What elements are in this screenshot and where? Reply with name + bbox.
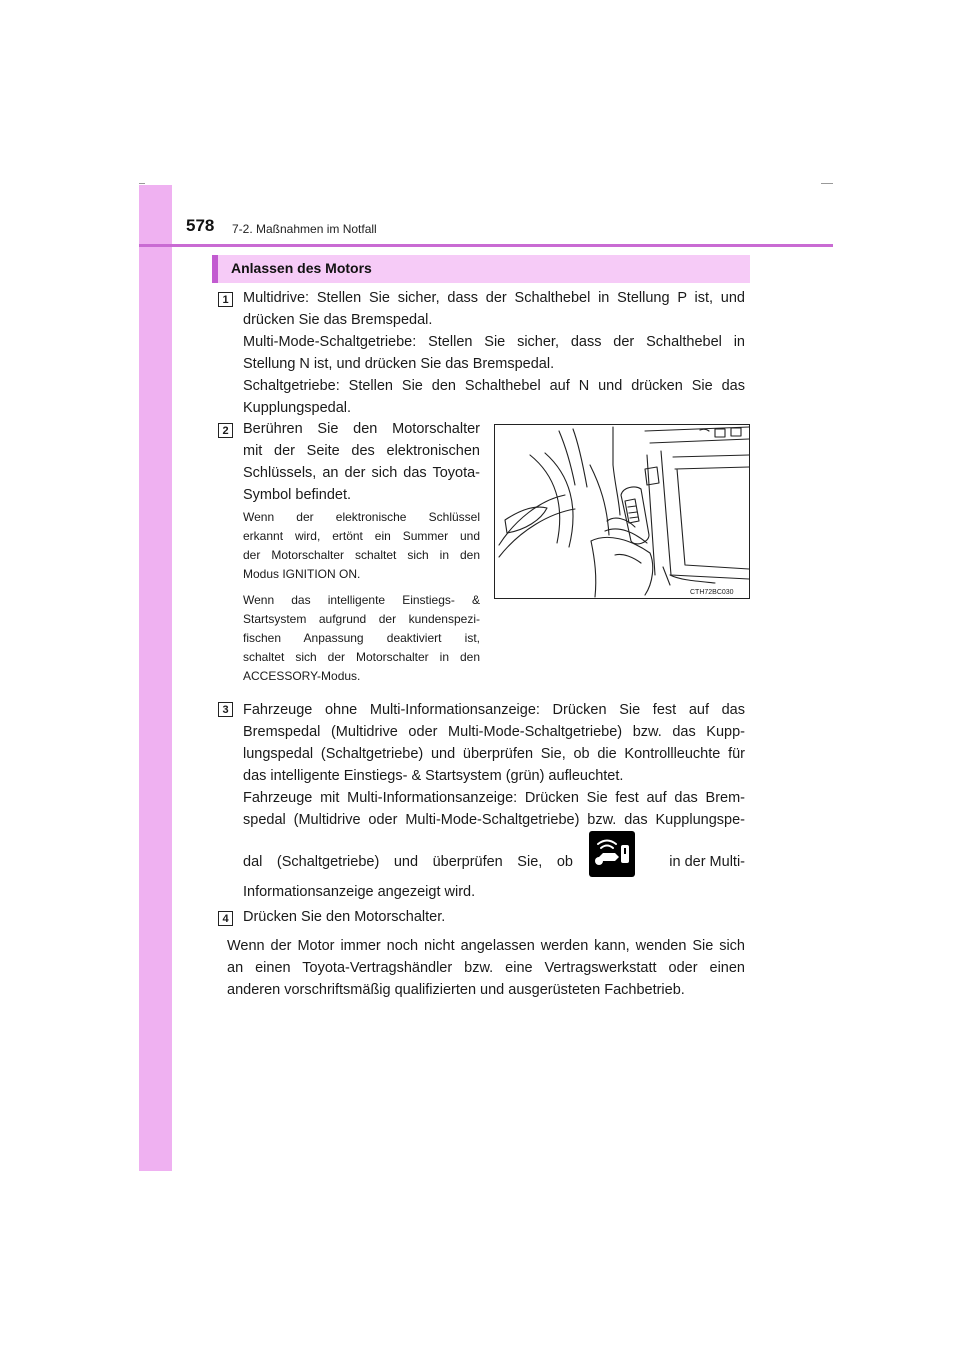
step-3-text	[243, 699, 745, 831]
step-badge-3: 3	[218, 702, 233, 717]
step-4-line: Drücken Sie den Motorschalter.	[243, 909, 446, 925]
closing-line: anderen vorschriftsmäßig qualifizierten und ausgerüsteten Fachbetrieb.	[227, 982, 685, 998]
note-line: der Motorschalter schaltet sich in den	[243, 548, 480, 562]
step-3-line: spedal (Multidrive oder Multi-Mode-Schaltgetriebe) bzw. das Kupplungspe-	[243, 812, 745, 828]
header-rule	[139, 244, 833, 247]
step-3-last-line	[243, 881, 745, 903]
step-3-line: Informationsanzeige angezeigt wird.	[243, 884, 476, 900]
note-line: ACCESSORY-Modus.	[243, 669, 361, 683]
section-title: Anlassen des Motors	[231, 260, 372, 276]
step-3-line: Fahrzeuge ohne Multi-Informationsanzeige: Drücken Sie fest auf das	[243, 702, 745, 718]
step-1-line: drücken Sie das Bremspedal.	[243, 312, 433, 328]
step-2-line: Schlüssels, an der sich das Toyota-	[243, 465, 480, 481]
chapter-title: 7-2. Maßnahmen im Notfall	[232, 222, 377, 236]
note-line: Startsystem aufgrund der kundenspezi-	[243, 612, 480, 626]
step-1-line: Stellung N ist, und drücken Sie das Bremspedal.	[243, 356, 555, 372]
step-1-line: Kupplungspedal.	[243, 400, 352, 416]
note-line: schaltet sich der Motorschalter in den	[243, 650, 480, 664]
key-battery-indicator-icon	[589, 831, 635, 877]
step-2-note-1	[243, 508, 480, 584]
note-line: Modus IGNITION ON.	[243, 567, 361, 581]
closing-line: an einen Toyota-Vertragshändler bzw. eine Vertragswerkstatt oder einen	[227, 960, 745, 976]
closing-paragraph	[227, 935, 745, 1001]
step-3-line: dal (Schaltgetriebe) und überprüfen Sie, ob	[243, 854, 573, 870]
crop-mark-right	[821, 183, 833, 184]
page-number: 578	[186, 216, 215, 235]
step-2-note-2	[243, 591, 480, 686]
note-line: erkannt wird, ertönt ein Summer und	[243, 529, 480, 543]
illustration-svg	[495, 425, 749, 598]
step-2-line: Symbol befindet.	[243, 487, 352, 503]
section-header	[212, 255, 750, 283]
step-3-line: Bremspedal (Multidrive oder Multi-Mode-Schaltgetriebe) bzw. das Kupp-	[243, 724, 745, 740]
step-1-line: Schaltgetriebe: Stellen Sie den Schalthebel auf N und drücken Sie das	[243, 378, 745, 394]
note-line: fischen Anpassung deaktiviert ist,	[243, 631, 480, 645]
step-badge-2: 2	[218, 423, 233, 438]
key-touching-engine-switch-illustration	[494, 424, 750, 599]
step-1-text	[243, 287, 745, 419]
step-4-text	[243, 906, 745, 928]
step-2-line: Berühren Sie den Motorschalter	[243, 421, 480, 437]
figure-code: CTH72BC030	[690, 589, 734, 596]
step-2-text	[243, 418, 480, 506]
step-2-line: mit der Seite des elektronischen	[243, 443, 480, 459]
step-3-line: das intelligente Einstiegs- & Startsystem (grün) aufleuchtet.	[243, 768, 624, 784]
step-badge-1: 1	[218, 292, 233, 307]
indicator-svg	[589, 831, 635, 877]
step-1-line: Multidrive: Stellen Sie sicher, dass der Schalthebel in Stellung P ist, und	[243, 290, 745, 306]
chapter-sidebar-tab	[139, 185, 172, 1171]
step-3-line: in der Multi-	[669, 854, 745, 870]
note-line: Wenn das intelligente Einstiegs- &	[243, 593, 480, 607]
step-3-icon-line-before	[243, 851, 573, 873]
step-3-line: lungspedal (Schaltgetriebe) und überprüfen Sie, ob die Kontrollleuchte für	[243, 746, 745, 762]
crop-mark-left	[139, 183, 145, 184]
step-3-line: Fahrzeuge mit Multi-Informationsanzeige: Drücken Sie fest auf das Brem-	[243, 790, 745, 806]
step-1-line: Multi-Mode-Schaltgetriebe: Stellen Sie sicher, dass der Schalthebel in	[243, 334, 745, 350]
note-line: Wenn der elektronische Schlüssel	[243, 510, 480, 524]
step-badge-4: 4	[218, 911, 233, 926]
closing-line: Wenn der Motor immer noch nicht angelassen werden kann, wenden Sie sich	[227, 938, 745, 954]
step-3-icon-line-after	[648, 851, 745, 873]
